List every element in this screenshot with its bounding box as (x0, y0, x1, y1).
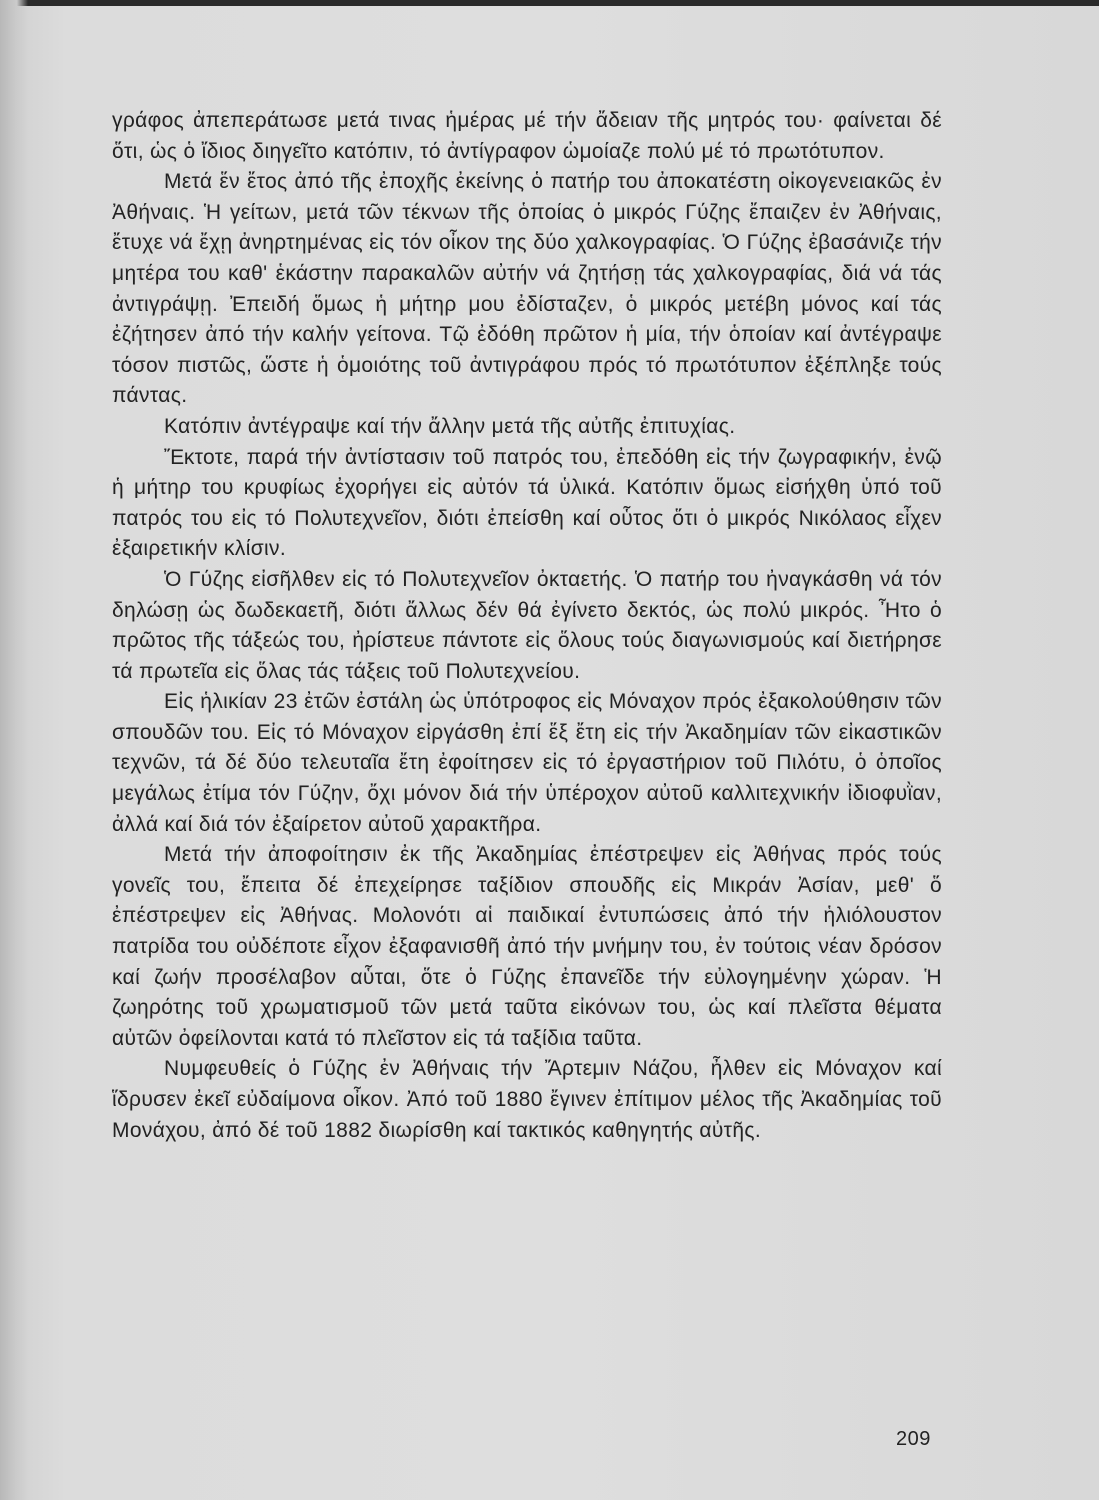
paragraph: Νυμφευθείς ὁ Γύζης ἐν Ἀθήναις τήν Ἄρτεμιν Νάζου, ἦλθεν εἰς Μόναχον καί ἵδρυσεν ἐκεῖ εὐδαίμονα οἶκον. Ἀπό τοῦ 1880 ἔγινεν ἐπίτιμον μέλος τῆς Ἀκαδημίας τοῦ Μονάχου, ἀπό δέ τοῦ 1882 διωρίσθη καί τακτικός καθηγητής αὐτῆς. (112, 1057, 942, 1142)
binding-shadow (0, 0, 28, 1500)
paragraph: Ὁ Γύζης εἰσῆλθεν εἰς τό Πολυτεχνεῖον ὀκταετής. Ὁ πατήρ του ἠναγκάσθη νά τόν δηλώσῃ ὡς δωδεκαετῆ, διότι ἄλλως δέν θά ἐγίνετο δεκτός, ὡς πολύ μικρός. Ἦτο ὁ πρῶτος τῆς τάξεώς του, ἠρίστευε πάντοτε εἰς ὅλους τούς διαγωνισμούς καί διετήρησε τά πρωτεῖα εἰς ὅλας τάς τάξεις τοῦ Πολυτεχνείου. (112, 567, 942, 683)
paragraph: Μετά τήν ἀποφοίτησιν ἐκ τῆς Ἀκαδημίας ἐπέστρεψεν εἰς Ἀθήνας πρός τούς γονεῖς του, ἔπειτα δέ ἐπεχείρησε ταξίδιον σπουδῆς εἰς Μικράν Ἀσίαν, μεθ' ὅ ἐπέστρεψεν εἰς Ἀθήνας. Μολονότι αἱ παιδικαί ἐντυπώσεις ἀπό τήν ἡλιόλουστον πατρίδα του οὐδέποτε εἶχον ἐξαφανισθῆ ἀπό τήν μνήμην του, ἐν τούτοις νέαν δρόσον καί ζωήν προσέλαβον αὗται, ὅτε ὁ Γύζης ἐπανεῖδε τήν εὐλογημένην χώραν. Ἡ ζωηρότης τοῦ χρωματισμοῦ τῶν μετά ταῦτα εἰκόνων του, ὡς καί πλεῖστα θέματα αὐτῶν ὀφείλονται κατά τό πλεῖστον εἰς τά ταξίδια ταῦτα. (112, 843, 942, 1050)
paragraph: Κατόπιν ἀντέγραψε καί τήν ἄλλην μετά τῆς αὐτῆς ἐπιτυχίας. (164, 414, 736, 438)
paragraph: Μετά ἕν ἔτος ἀπό τῆς ἐποχῆς ἐκείνης ὁ πατήρ του ἀποκατέστη οἰκογενειακῶς ἐν Ἀθήναις. Ἡ γείτων, μετά τῶν τέκνων τῆς ὁποίας ὁ μικρός Γύζης ἔπαιζεν ἐν Ἀθήναις, ἔτυχε νά ἔχῃ ἀνηρτημένας εἰς τόν οἶκον της δύο χαλκογραφίας. Ὁ Γύζης ἐβασάνιζε τήν μητέρα του καθ' ἑκάστην παρακαλῶν αὐτήν νά ζητήσῃ τάς χαλκογραφίας, διά νά τάς ἀντιγράψῃ. Ἐπειδή ὅμως ἡ μήτηρ μου ἐδίσταζεν, ὁ μικρός μετέβη μόνος καί τάς ἐζήτησεν ἀπό τήν καλήν γείτονα. Τῷ ἐδόθη πρῶτον ἡ μία, τήν ὁποίαν καί ἀντέγραψε τόσον πιστῶς, ὥστε ἡ ὁμοιότης τοῦ ἀντιγράφου πρός τό πρωτότυπον ἐξέπληξε τούς πάντας. (112, 170, 942, 408)
paragraph: γράφος ἀπεπεράτωσε μετά τινας ἡμέρας μέ τήν ἄδειαν τῆς μητρός του· φαίνεται δέ ὅτι, ὡς ὁ ἴδιος διηγεῖτο κατόπιν, τό ἀντίγραφον ὡμοίαζε πολύ μέ τό πρωτότυπον. (112, 109, 942, 163)
page-number: 209 (896, 1428, 931, 1450)
paragraph: Εἰς ἡλικίαν 23 ἐτῶν ἐστάλη ὡς ὑπότροφος εἰς Μόναχον πρός ἐξακολούθησιν τῶν σπουδῶν του. Εἰς τό Μόναχον εἰργάσθη ἐπί ἕξ ἔτη εἰς τήν Ἀκαδημίαν τῶν εἰκαστικῶν τεχνῶν, τά δέ δύο τελευταῖα ἔτη ἐφοίτησεν εἰς τό ἐργαστήριον τοῦ Πιλότυ, ὁ ὁποῖος μεγάλως ἐτίμα τόν Γύζην, ὄχι μόνον διά τήν ὑπέροχον αὐτοῦ καλλιτεχνικήν ἰδιοφυῒαν, ἀλλά καί διά τόν ἐξαίρετον αὐτοῦ χαρακτῆρα. (112, 690, 942, 836)
page-top-edge (0, 0, 1099, 6)
paragraph: Ἔκτοτε, παρά τήν ἀντίστασιν τοῦ πατρός του, ἐπεδόθη εἰς τήν ζωγραφικήν, ἐνῷ ἡ μήτηρ του κρυφίως ἐχορήγει εἰς αὐτόν τά ὑλικά. Κατόπιν ὅμως εἰσήχθη ὑπό τοῦ πατρός του εἰς τό Πολυτεχνεῖον, διότι ἐπείσθη καί οὗτος ὅτι ὁ μικρός Νικόλαος εἶχεν ἐξαιρετικήν κλίσιν. (112, 445, 942, 561)
body-text (112, 106, 942, 1146)
